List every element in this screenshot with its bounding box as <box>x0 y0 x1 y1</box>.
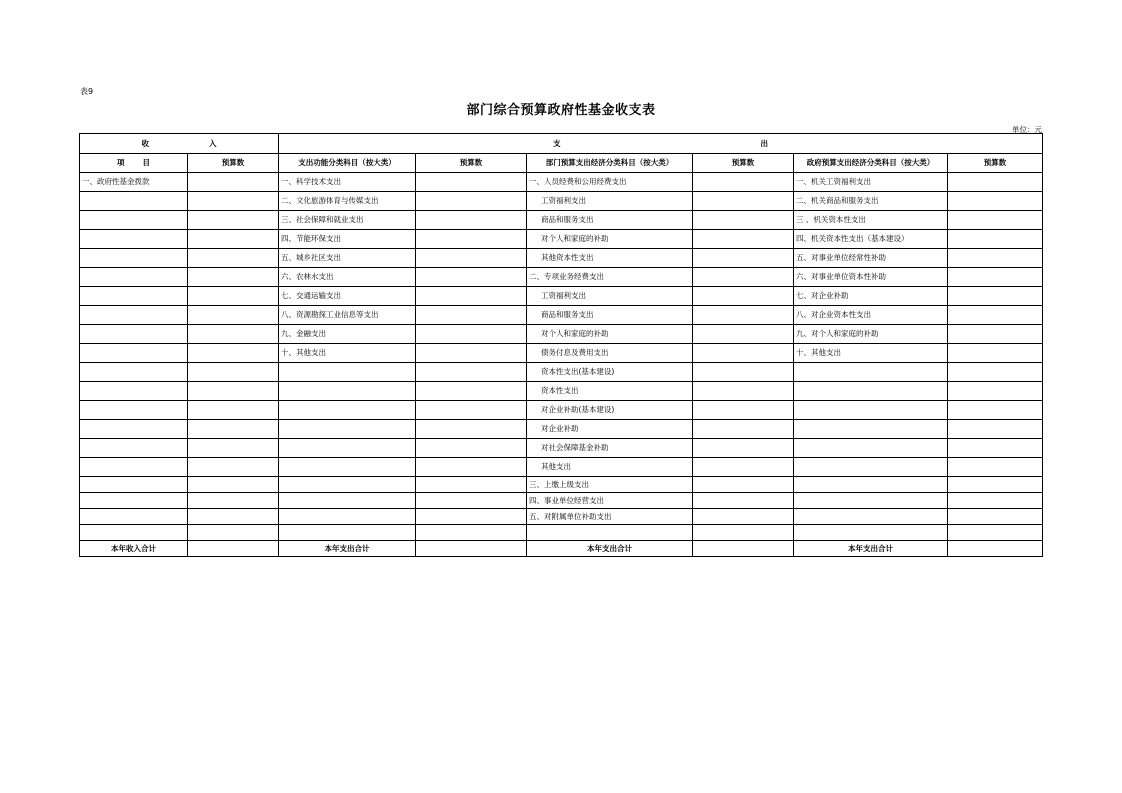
gov-econ-cell <box>794 401 948 420</box>
table-row <box>80 211 1043 230</box>
table-row <box>80 439 1043 458</box>
gov-budget-cell <box>948 211 1043 230</box>
dept-total-label: 本年支出合计 <box>527 541 693 557</box>
func-budget-cell <box>416 439 527 458</box>
income-budget-cell <box>188 287 279 306</box>
dept-econ-cell: 对企业补助(基本建设) <box>527 401 693 420</box>
func-class-cell: 四、节能环保支出 <box>279 230 416 249</box>
func-budget-cell <box>416 477 527 493</box>
income-budget-header: 预算数 <box>188 154 279 173</box>
income-item-cell <box>80 211 188 230</box>
gov-total-label: 本年支出合计 <box>794 541 948 557</box>
dept-budget-cell <box>693 249 794 268</box>
func-budget-cell <box>416 230 527 249</box>
gov-budget-cell <box>948 420 1043 439</box>
gov-econ-cell <box>794 509 948 525</box>
income-budget-cell <box>188 230 279 249</box>
func-class-cell: 三、社会保障和就业支出 <box>279 211 416 230</box>
gov-econ-class-header: 政府预算支出经济分类科目（按大类） <box>794 154 948 173</box>
table-row <box>80 420 1043 439</box>
unit-label: 单位：元 <box>1012 125 1042 134</box>
func-budget-header: 预算数 <box>416 154 527 173</box>
income-item-cell <box>80 477 188 493</box>
dept-econ-cell: 其他支出 <box>527 458 693 477</box>
table-row <box>80 230 1043 249</box>
income-item-cell <box>80 493 188 509</box>
dept-econ-cell: 对个人和家庭的补助 <box>527 230 693 249</box>
gov-budget-cell <box>948 249 1043 268</box>
dept-econ-cell: 工资福利支出 <box>527 287 693 306</box>
item-column-header: 项 目 <box>80 154 188 173</box>
dept-econ-cell: 对社会保障基金补助 <box>527 439 693 458</box>
table-row <box>80 363 1043 382</box>
income-item-cell <box>80 401 188 420</box>
dept-econ-cell: 商品和服务支出 <box>527 211 693 230</box>
gov-econ-cell: 五、对事业单位经常性补助 <box>794 249 948 268</box>
dept-econ-cell: 对企业补助 <box>527 420 693 439</box>
gov-budget-cell <box>948 477 1043 493</box>
dept-budget-cell <box>693 287 794 306</box>
income-budget-cell <box>188 173 279 192</box>
func-budget-cell <box>416 420 527 439</box>
func-budget-cell <box>416 458 527 477</box>
gov-econ-cell <box>794 363 948 382</box>
dept-budget-cell <box>693 401 794 420</box>
func-budget-cell <box>416 249 527 268</box>
gov-econ-cell: 十、其他支出 <box>794 344 948 363</box>
income-total-value <box>188 541 279 557</box>
dept-econ-cell: 一、人员经费和公用经费支出 <box>527 173 693 192</box>
gov-econ-cell <box>794 477 948 493</box>
income-budget-cell <box>188 477 279 493</box>
gov-budget-cell <box>948 173 1043 192</box>
income-item-cell: 一、政府性基金拨款 <box>80 173 188 192</box>
dept-econ-cell: 商品和服务支出 <box>527 306 693 325</box>
gov-budget-cell <box>948 287 1043 306</box>
gov-econ-cell: 二、机关商品和服务支出 <box>794 192 948 211</box>
dept-budget-cell <box>693 363 794 382</box>
income-budget-cell <box>188 458 279 477</box>
income-budget-cell <box>188 493 279 509</box>
gov-budget-cell <box>948 525 1043 541</box>
func-class-cell <box>279 401 416 420</box>
dept-total-value <box>693 541 794 557</box>
func-class-cell <box>279 509 416 525</box>
dept-econ-cell: 债务付息及费用支出 <box>527 344 693 363</box>
gov-budget-cell <box>948 458 1043 477</box>
income-budget-cell <box>188 344 279 363</box>
func-budget-cell <box>416 173 527 192</box>
dept-budget-cell <box>693 477 794 493</box>
dept-budget-cell <box>693 268 794 287</box>
income-item-cell <box>80 192 188 211</box>
gov-budget-cell <box>948 439 1043 458</box>
table-row <box>80 509 1043 525</box>
income-item-cell <box>80 382 188 401</box>
gov-total-value <box>948 541 1043 557</box>
func-class-cell <box>279 439 416 458</box>
dept-budget-cell <box>693 325 794 344</box>
income-budget-cell <box>188 525 279 541</box>
income-item-cell <box>80 287 188 306</box>
table-row <box>80 493 1043 509</box>
func-budget-cell <box>416 192 527 211</box>
income-item-cell <box>80 325 188 344</box>
income-item-cell <box>80 363 188 382</box>
gov-budget-cell <box>948 192 1043 211</box>
income-item-cell <box>80 420 188 439</box>
func-budget-cell <box>416 401 527 420</box>
table-row <box>80 325 1043 344</box>
func-budget-cell <box>416 525 527 541</box>
gov-budget-cell <box>948 325 1043 344</box>
func-class-cell <box>279 382 416 401</box>
income-item-cell <box>80 344 188 363</box>
func-class-header: 支出功能分类科目（按大类） <box>279 154 416 173</box>
table-row <box>80 382 1043 401</box>
gov-budget-cell <box>948 509 1043 525</box>
income-budget-cell <box>188 268 279 287</box>
income-item-cell <box>80 306 188 325</box>
gov-budget-cell <box>948 382 1043 401</box>
dept-econ-class-header: 部门预算支出经济分类科目（按大类） <box>527 154 693 173</box>
income-item-cell <box>80 439 188 458</box>
dept-budget-cell <box>693 382 794 401</box>
func-total-value <box>416 541 527 557</box>
dept-budget-cell <box>693 439 794 458</box>
func-class-cell: 七、交通运输支出 <box>279 287 416 306</box>
table-row <box>80 306 1043 325</box>
table-row <box>80 249 1043 268</box>
func-budget-cell <box>416 344 527 363</box>
gov-budget-cell <box>948 268 1043 287</box>
table-row <box>80 458 1043 477</box>
table-row <box>80 525 1043 541</box>
table-row <box>80 401 1043 420</box>
gov-budget-cell <box>948 401 1043 420</box>
gov-econ-cell <box>794 382 948 401</box>
income-item-cell <box>80 458 188 477</box>
gov-budget-cell <box>948 344 1043 363</box>
income-budget-cell <box>188 306 279 325</box>
gov-budget-header: 预算数 <box>948 154 1043 173</box>
dept-econ-cell: 五、对附属单位补助支出 <box>527 509 693 525</box>
income-budget-cell <box>188 420 279 439</box>
gov-budget-cell <box>948 230 1043 249</box>
func-budget-cell <box>416 509 527 525</box>
gov-budget-cell <box>948 493 1043 509</box>
func-class-cell: 八、资源勘探工业信息等支出 <box>279 306 416 325</box>
dept-budget-cell <box>693 420 794 439</box>
dept-econ-cell: 资本性支出(基本建设) <box>527 363 693 382</box>
dept-budget-cell <box>693 344 794 363</box>
func-budget-cell <box>416 287 527 306</box>
dept-econ-cell: 三、上缴上级支出 <box>527 477 693 493</box>
income-budget-cell <box>188 401 279 420</box>
table-number: 表9 <box>80 87 94 96</box>
income-group-header: 收 入 <box>80 134 279 154</box>
gov-econ-cell <box>794 493 948 509</box>
document-title: 部门综合预算政府性基金收支表 <box>466 103 656 118</box>
func-budget-cell <box>416 211 527 230</box>
gov-budget-cell <box>948 306 1043 325</box>
gov-econ-cell: 一、机关工资福利支出 <box>794 173 948 192</box>
income-budget-cell <box>188 363 279 382</box>
dept-budget-cell <box>693 211 794 230</box>
dept-budget-cell <box>693 525 794 541</box>
table-row <box>80 477 1043 493</box>
func-budget-cell <box>416 268 527 287</box>
dept-budget-cell <box>693 306 794 325</box>
income-budget-cell <box>188 249 279 268</box>
dept-budget-cell <box>693 192 794 211</box>
func-class-cell: 十、其他支出 <box>279 344 416 363</box>
income-item-cell <box>80 268 188 287</box>
dept-budget-cell <box>693 493 794 509</box>
dept-econ-cell: 四、事业单位经营支出 <box>527 493 693 509</box>
expense-group-header: 支 出 <box>279 134 1043 154</box>
income-item-cell <box>80 525 188 541</box>
dept-budget-cell <box>693 173 794 192</box>
gov-econ-cell: 九、对个人和家庭的补助 <box>794 325 948 344</box>
dept-econ-cell: 二、专项业务经费支出 <box>527 268 693 287</box>
dept-econ-cell: 对个人和家庭的补助 <box>527 325 693 344</box>
gov-econ-cell <box>794 458 948 477</box>
func-class-cell <box>279 458 416 477</box>
func-class-cell <box>279 363 416 382</box>
dept-budget-cell <box>693 509 794 525</box>
func-budget-cell <box>416 306 527 325</box>
totals-row <box>80 541 1043 557</box>
dept-budget-cell <box>693 458 794 477</box>
func-class-cell: 五、城乡社区支出 <box>279 249 416 268</box>
dept-econ-cell <box>527 525 693 541</box>
gov-budget-cell <box>948 363 1043 382</box>
gov-econ-cell: 八、对企业资本性支出 <box>794 306 948 325</box>
income-item-cell <box>80 509 188 525</box>
gov-econ-cell <box>794 525 948 541</box>
func-class-cell <box>279 420 416 439</box>
func-class-cell <box>279 493 416 509</box>
gov-econ-cell: 七、对企业补助 <box>794 287 948 306</box>
func-class-cell: 一、科学技术支出 <box>279 173 416 192</box>
gov-econ-cell: 三 、机关资本性支出 <box>794 211 948 230</box>
gov-econ-cell <box>794 439 948 458</box>
table-row <box>80 192 1043 211</box>
func-class-cell: 六、农林水支出 <box>279 268 416 287</box>
func-class-cell: 九、金融支出 <box>279 325 416 344</box>
income-budget-cell <box>188 325 279 344</box>
gov-econ-cell <box>794 420 948 439</box>
func-total-label: 本年支出合计 <box>279 541 416 557</box>
dept-econ-cell: 资本性支出 <box>527 382 693 401</box>
func-class-cell: 二、文化旅游体育与传媒支出 <box>279 192 416 211</box>
table-row <box>80 173 1043 192</box>
income-budget-cell <box>188 509 279 525</box>
dept-budget-header: 预算数 <box>693 154 794 173</box>
gov-econ-cell: 六、对事业单位资本性补助 <box>794 268 948 287</box>
income-item-cell <box>80 230 188 249</box>
income-budget-cell <box>188 439 279 458</box>
income-total-label: 本年收入合计 <box>80 541 188 557</box>
dept-econ-cell: 其他资本性支出 <box>527 249 693 268</box>
func-class-cell <box>279 477 416 493</box>
table-row <box>80 268 1043 287</box>
func-budget-cell <box>416 363 527 382</box>
income-budget-cell <box>188 192 279 211</box>
func-budget-cell <box>416 493 527 509</box>
table-row <box>80 344 1043 363</box>
income-budget-cell <box>188 382 279 401</box>
dept-budget-cell <box>693 230 794 249</box>
func-class-cell <box>279 525 416 541</box>
income-budget-cell <box>188 211 279 230</box>
dept-econ-cell: 工资福利支出 <box>527 192 693 211</box>
table-row <box>80 287 1043 306</box>
income-item-cell <box>80 249 188 268</box>
budget-table <box>79 133 1043 557</box>
gov-econ-cell: 四、机关资本性支出（基本建设） <box>794 230 948 249</box>
func-budget-cell <box>416 382 527 401</box>
func-budget-cell <box>416 325 527 344</box>
